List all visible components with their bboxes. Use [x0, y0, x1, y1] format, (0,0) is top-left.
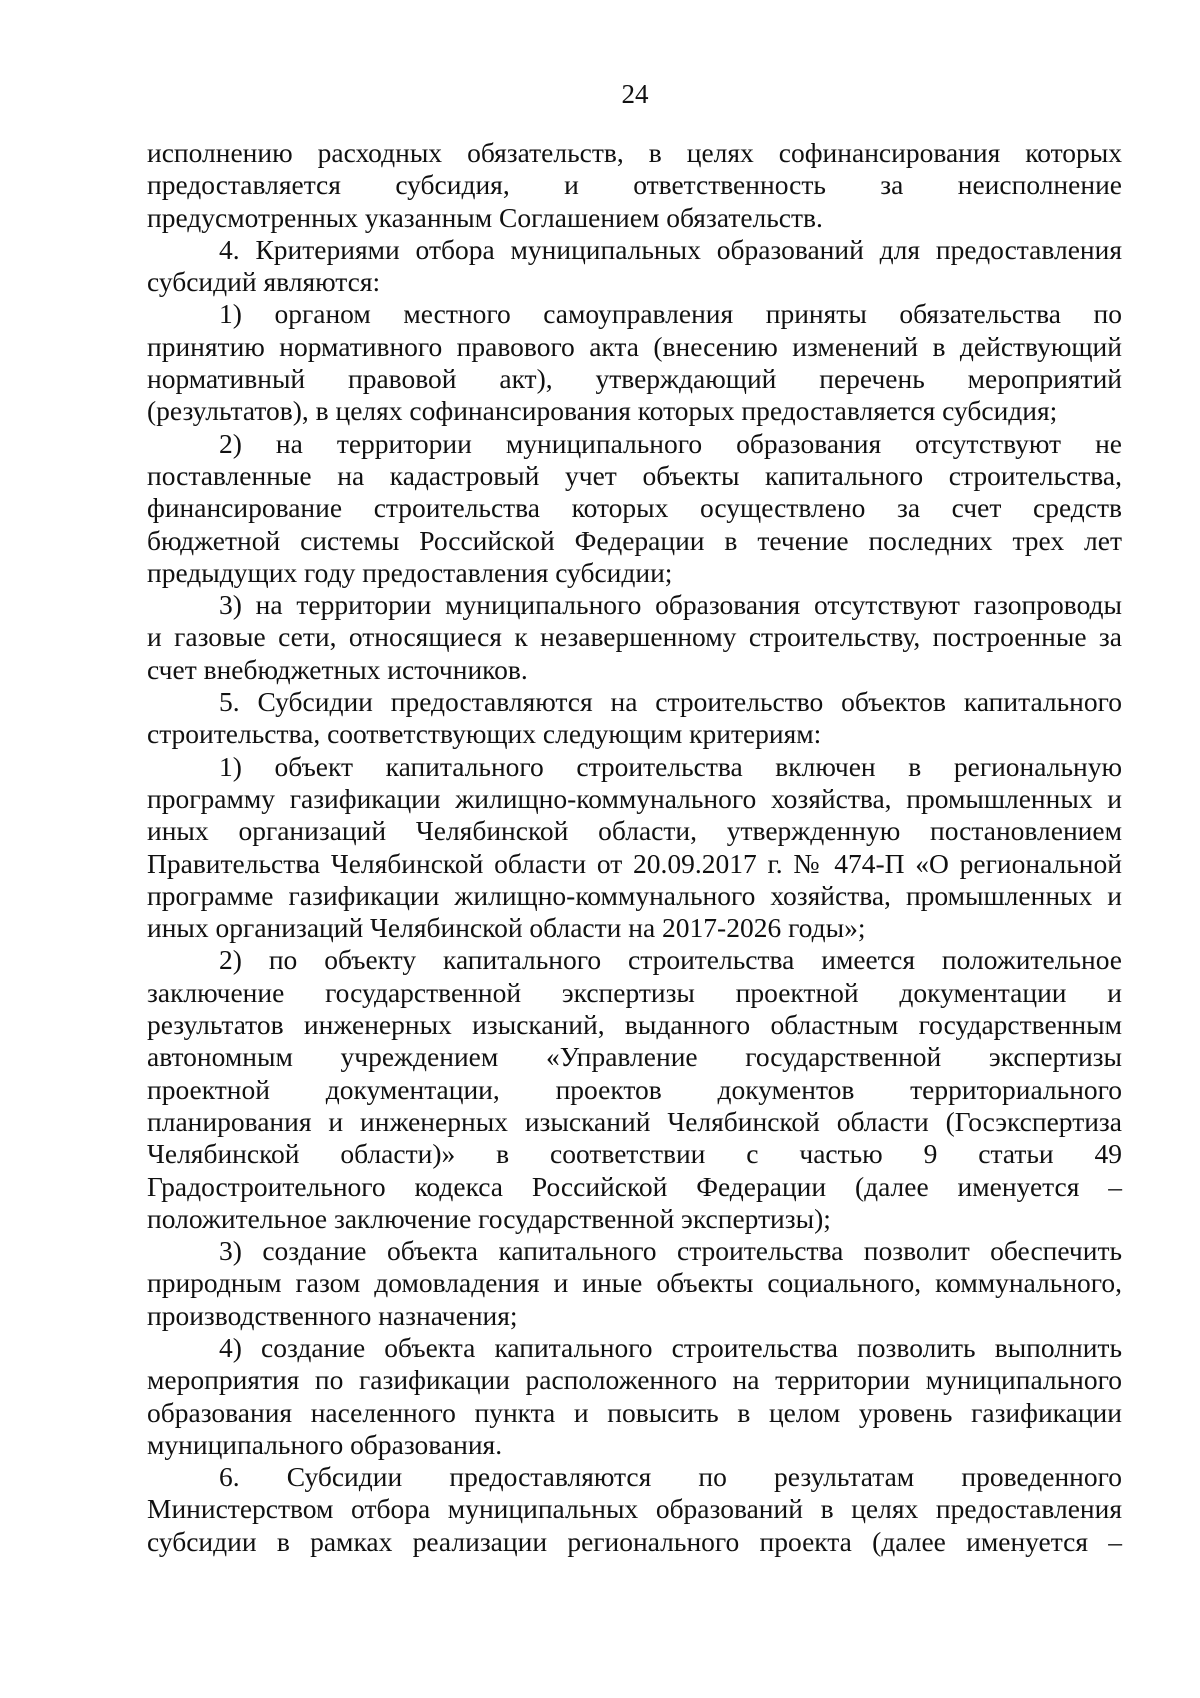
text-line: поставленные на кадастровый учет объекты капитального строительства,	[147, 459, 1122, 491]
text-line: строительства, соответствующих следующим критериям:	[147, 718, 822, 750]
text-line: программе газификации жилищно-коммунального хозяйства, промышленных и	[147, 879, 1122, 911]
text-line: 4. Критериями отбора муниципальных образований для предоставления	[219, 233, 1122, 265]
text-line: образования населенного пункта и повысить в целом уровень газификации	[147, 1396, 1122, 1428]
text-line: 5. Субсидии предоставляются на строительство объектов капитального	[219, 686, 1122, 718]
text-line: программу газификации жилищно-коммунального хозяйства, промышленных и	[147, 782, 1122, 814]
text-line: субсидий являются:	[147, 266, 381, 298]
text-line: финансирование строительства которых осуществлено за счет средств	[147, 492, 1122, 524]
text-line: исполнению расходных обязательств, в целях софинансирования которых	[147, 137, 1122, 168]
text-line: субсидии в рамках реализации регионального проекта (далее именуется –	[147, 1525, 1122, 1557]
text-line: 2) на территории муниципального образования отсутствуют не	[219, 427, 1122, 459]
text-line: 4) создание объекта капитального строительства позволить выполнить	[219, 1331, 1122, 1363]
document-body	[147, 137, 1122, 1558]
text-line: производственного назначения;	[147, 1299, 518, 1331]
text-line: автономным учреждением «Управление государственной экспертизы	[147, 1041, 1122, 1073]
text-line: 2) по объекту капитального строительства имеется положительное	[219, 944, 1122, 976]
text-line: 6. Субсидии предоставляются по результатам проведенного	[219, 1461, 1122, 1493]
text-line: Правительства Челябинской области от 20.09.2017 г. № 474-П «О региональной	[147, 847, 1122, 879]
text-line: положительное заключение государственной экспертизы);	[147, 1202, 831, 1234]
page-number: 24	[621, 79, 649, 109]
text-line: предоставляется субсидия, и ответственность за неисполнение	[147, 169, 1122, 201]
text-line: иных организаций Челябинской области на 2017-2026 годы»;	[147, 912, 866, 944]
text-line: и газовые сети, относящиеся к незавершенному строительству, построенные за	[147, 621, 1122, 653]
text-line: природным газом домовладения и иные объекты социального, коммунального,	[147, 1267, 1122, 1299]
text-line: счет внебюджетных источников.	[147, 653, 528, 685]
text-line: 3) на территории муниципального образования отсутствуют газопроводы	[219, 589, 1122, 621]
text-line: планирования и инженерных изысканий Челябинской области (Госэкспертиза	[147, 1105, 1122, 1137]
text-line: проектной документации, проектов документов территориального	[147, 1073, 1122, 1105]
text-line: Челябинской области)» в соответствии с частью 9 статьи 49	[147, 1138, 1122, 1170]
text-line: заключение государственной экспертизы проектной документации и	[147, 976, 1122, 1008]
text-line: муниципального образования.	[147, 1428, 503, 1460]
text-line: (результатов), в целях софинансирования которых предоставляется субсидия;	[147, 395, 1058, 427]
text-line: 1) объект капитального строительства включен в региональную	[219, 750, 1122, 782]
text-line: мероприятия по газификации расположенного на территории муниципального	[147, 1364, 1122, 1396]
text-line: предыдущих году предоставления субсидии;	[147, 556, 673, 588]
text-line: нормативный правовой акт), утверждающий перечень мероприятий	[147, 363, 1122, 395]
text-line: бюджетной системы Российской Федерации в течение последних трех лет	[147, 524, 1122, 556]
text-line: 3) создание объекта капитального строительства позволит обеспечить	[219, 1235, 1122, 1267]
text-line: предусмотренных указанным Соглашением обязательств.	[147, 201, 823, 233]
text-line: Градостроительного кодекса Российской Федерации (далее именуется –	[147, 1170, 1122, 1202]
text-line: принятию нормативного правового акта (внесению изменений в действующий	[147, 330, 1122, 362]
text-line: иных организаций Челябинской области, утвержденную постановлением	[147, 815, 1122, 847]
text-line: Министерством отбора муниципальных образований в целях предоставления	[147, 1493, 1122, 1525]
text-line: результатов инженерных изысканий, выданного областным государственным	[147, 1009, 1122, 1041]
text-line: 1) органом местного самоуправления приняты обязательства по	[219, 298, 1122, 330]
